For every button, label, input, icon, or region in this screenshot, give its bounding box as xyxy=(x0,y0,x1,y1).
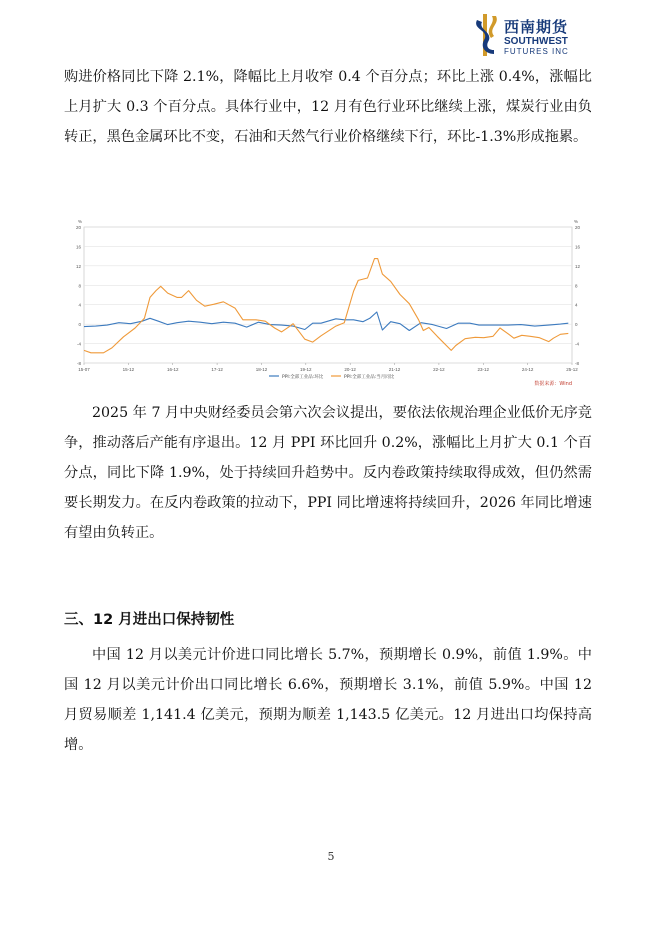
paragraph-trade: 中国 12 月以美元计价进口同比增长 5.7%，预期增长 0.9%，前值 1.9%。中国 12 月以美元计价出口同比增长 6.6%，预期增长 3.1%，前值 5.9%。中国 12 月贸易顺差 1,141.4 亿美元，预期为顺差 1,143.5 亿美元。12 月进出口均保持高增。 xyxy=(64,647,592,753)
x-tick-label: 20-12 xyxy=(344,367,356,372)
y-tick-label-left: 12 xyxy=(75,263,81,269)
y-tick-label-left: 20 xyxy=(75,225,81,230)
legend-label-1: PPI:全部工业品:环比 xyxy=(282,375,324,380)
x-tick-label: 21-12 xyxy=(388,367,401,372)
x-tick-label: 16-12 xyxy=(166,367,179,372)
company-logo xyxy=(474,14,584,58)
x-tick-label: 17-12 xyxy=(211,367,223,372)
logo-english-name: SOUTHWEST xyxy=(504,36,568,47)
x-tick-label: 23-12 xyxy=(477,367,490,372)
y-tick-label-left: 0 xyxy=(78,322,81,328)
logo-mark-icon xyxy=(474,14,500,56)
logo-chinese-name: 西南期货 xyxy=(504,18,569,36)
ppi-line-chart xyxy=(64,213,592,388)
paragraph-anti-involution: 2025 年 7 月中央财经委员会第六次会议提出，要依法依规治理企业低价无序竞争，推动落后产能有序退出。12 月 PPI 环比回升 0.2%，涨幅比上月扩大 0.1 个百分点，同比下降 1.9%，处于持续回升趋势中。反内卷政策持续取得成效，但仍然需要长期发力。在反内卷政策的拉动下，PPI 同比增速将持续回升，2026 年同比增速有望由负转正。 xyxy=(64,405,592,541)
y-tick-label-right: 8 xyxy=(575,283,578,289)
y-tick-label-left: 8 xyxy=(78,283,81,289)
section-heading: 三、12 月进出口保持韧性 xyxy=(64,612,235,628)
y-tick-label-left: -8 xyxy=(76,361,81,366)
page-number: 5 xyxy=(327,850,335,863)
y-tick-label-left: 4 xyxy=(78,302,81,308)
x-tick-label: 15-07 xyxy=(78,367,90,372)
x-tick-label: 15-12 xyxy=(122,367,135,372)
y-tick-label-right: 20 xyxy=(575,225,581,230)
y-tick-label-right: 4 xyxy=(575,302,578,308)
x-tick-label: 18-12 xyxy=(255,367,268,372)
y-tick-label-left: 16 xyxy=(75,244,81,250)
y-unit-left: % xyxy=(78,219,83,224)
legend-label-2: PPI:全部工业品:当月同比 xyxy=(344,375,395,380)
series-line-1 xyxy=(84,312,568,331)
paragraph-ppi-purchase: 购进价格同比下降 2.1%，降幅比上月收窄 0.4 个百分点；环比上涨 0.4%，涨幅比上月扩大 0.3 个百分点。具体行业中，12 月有色行业环比继续上涨，煤炭行业由负转正，黑色金属环比不变，石油和天然气行业价格继续下行，环比-1.3%形成拖累。 xyxy=(64,69,592,145)
y-unit-right: % xyxy=(574,219,579,224)
series-line-2 xyxy=(84,259,568,353)
x-tick-label: 19-12 xyxy=(300,367,312,372)
y-tick-label-right: 12 xyxy=(575,263,581,269)
logo-english-subname: FUTURES INC xyxy=(504,47,569,56)
y-tick-label-left: -4 xyxy=(76,341,81,347)
chart-legend xyxy=(269,373,395,380)
x-tick-label: 22-12 xyxy=(433,367,445,372)
y-tick-label-right: 0 xyxy=(575,322,578,328)
y-tick-label-right: 16 xyxy=(575,244,581,250)
x-tick-label: 24-12 xyxy=(521,367,534,372)
y-tick-label-right: -4 xyxy=(575,341,580,347)
plot-frame xyxy=(84,227,572,363)
chart-source: 数据来源：Wind xyxy=(534,381,572,387)
y-tick-label-right: -8 xyxy=(575,361,580,366)
x-tick-label: 25-12 xyxy=(566,367,578,372)
